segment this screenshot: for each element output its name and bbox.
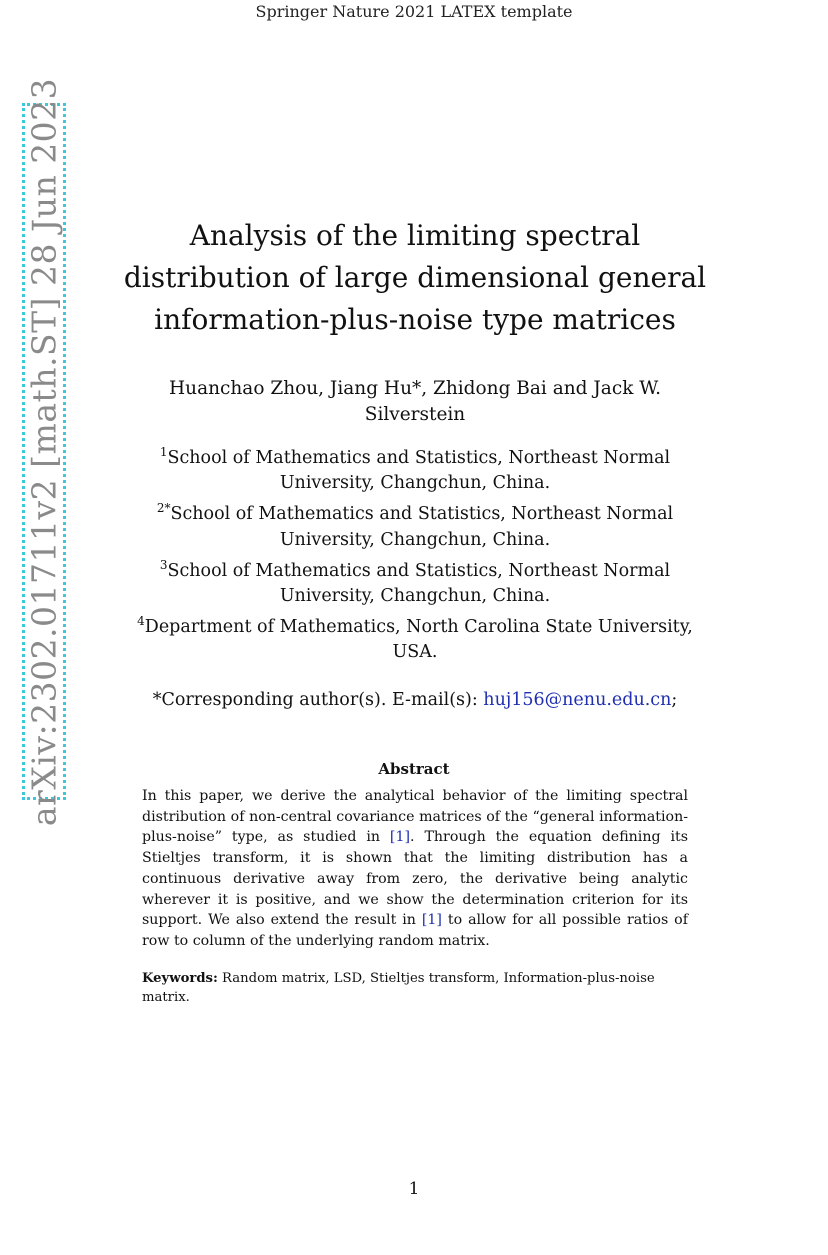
arxiv-identifier: arXiv:2302.01711v2 [math.ST] 28 Jun 2023 (24, 77, 64, 826)
arxiv-stamp[interactable] (22, 77, 66, 826)
page-number: 1 (408, 1179, 420, 1199)
affiliation-text: School of Mathematics and Statistics, Northeast Normal University, Changchun, China. (167, 560, 671, 606)
citation-link[interactable]: [1] (421, 912, 442, 929)
corresponding-suffix: ; (671, 690, 678, 710)
affiliation-text: Department of Mathematics, North Carolina State University, USA. (144, 617, 693, 663)
abstract-text (142, 786, 688, 952)
keywords (142, 969, 688, 1007)
keywords-text: Random matrix, LSD, Stieltjes transform, Information-plus-noise matrix. (142, 971, 655, 1005)
affiliation-mark: 2* (156, 501, 171, 516)
affiliation-1 (120, 440, 710, 496)
email-link[interactable]: huj156@nenu.edu.cn (483, 690, 672, 710)
affiliation-3 (120, 553, 710, 609)
abstract-part-1: In this paper, we derive the analytical behavior of the limiting spectral distribution of non-central covariance matrices of the “general information-plus-noise” type, as studied in (142, 788, 688, 846)
abstract-part-2: . Through the equation defining its Stieltjes transform, it is shown that the limiting distribution has a continuous derivative away from zero, the derivative being analytic wherever it is positive, and we show the determination criterion for its support. We also extend the result in (142, 829, 688, 929)
keywords-label: Keywords: (142, 971, 218, 986)
affiliation-text: School of Mathematics and Statistics, Northeast Normal University, Changchun, China. (170, 504, 674, 550)
running-head: Springer Nature 2021 LATEX template (255, 2, 573, 21)
affiliations (120, 440, 710, 666)
affiliation-mark: 3 (159, 557, 168, 572)
affiliation-2 (120, 496, 710, 552)
paper-title: Analysis of the limiting spectral distribution of large dimensional general information-plus-noise type matrices (123, 219, 707, 336)
author-list: Huanchao Zhou, Jiang Hu*, Zhidong Bai and Jack W. Silverstein (169, 378, 661, 425)
corresponding-prefix: *Corresponding author(s). E-mail(s): (152, 690, 484, 710)
affiliation-mark: 4 (137, 614, 145, 629)
affiliation-text: School of Mathematics and Statistics, Northeast Normal University, Changchun, China. (167, 447, 671, 494)
affiliation-mark: 1 (159, 445, 168, 459)
affiliation-4 (120, 609, 710, 665)
corresponding-author (110, 690, 720, 710)
abstract-part-3: to allow for all possible ratios of row to column of the underlying random matrix. (142, 912, 688, 949)
citation-link[interactable]: [1] (389, 829, 411, 846)
abstract-heading: Abstract (378, 760, 450, 778)
